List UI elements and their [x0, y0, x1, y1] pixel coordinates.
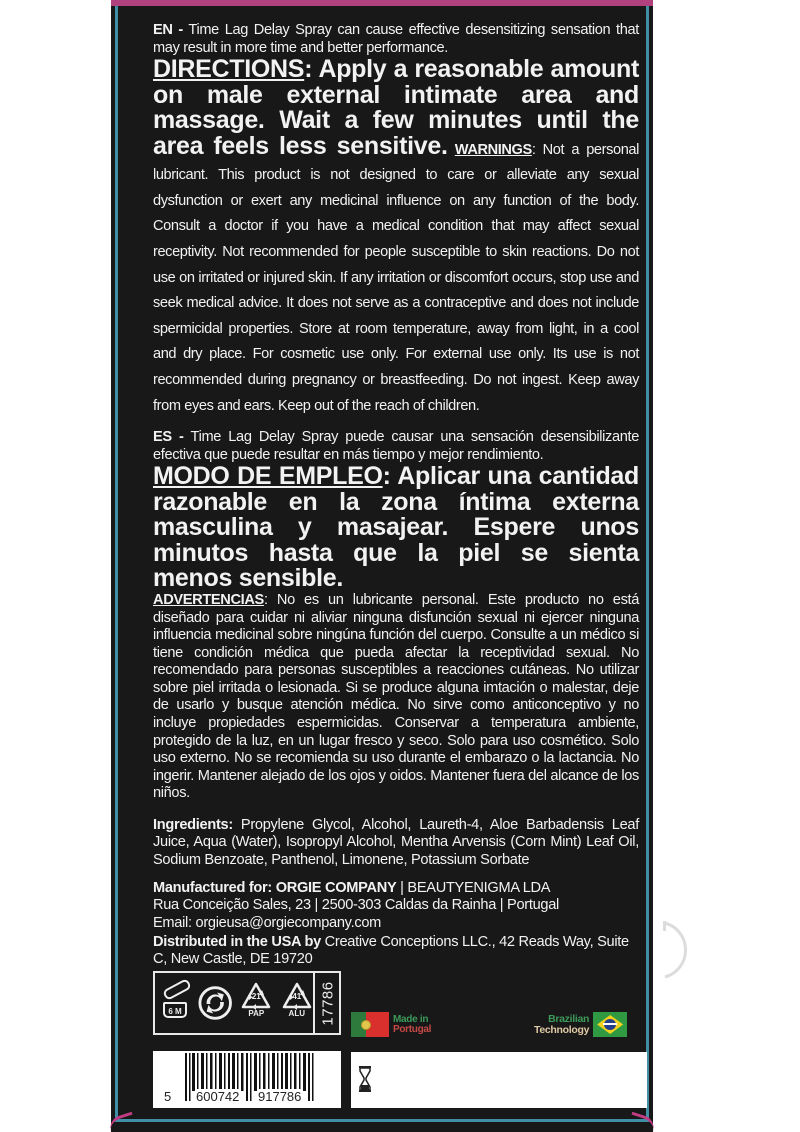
- brazilian-technology-badge: Brazilian Technology: [534, 1012, 627, 1037]
- spanish-directions-heading: MODO DE EMPLEO: [153, 462, 383, 491]
- label-corner-bottom-right: [628, 1112, 657, 1132]
- spanish-warnings: ADVERTENCIAS: No es un lubricante personal. Este producto no está diseñado para cuidar ni aliviar ninguna disfunción sexual ni ejercer ninguna influencia medicinal sobre ningúna función del cuerpo. Consulte a un médico si tiene condición médica que pueda afectar la receptividad sexual. No recomendado para personas susceptibles a reacciones cutáneas. No utilizar sobre piel irritada o lesionada. Si se produce alguna imtación o malestar, deje de usarlo y busque atención médica. No sirve como anticonceptivo y no incluye propiedades espermicidas. Conservar a temperatura ambiente, protegido de la luz, en un lugar fresco y seco. Solo para uso cosmético. Solo uso externo. No se recomienda su uso durante el embarazo o la lactancia. No ingerir. Mantener alejado de los ojos y oidos. Mantener fuera del alcance de los niños.: [153, 591, 639, 802]
- lot-number: 17786: [313, 973, 341, 1033]
- recycle-pap-icon: 21 PAP: [240, 981, 272, 1025]
- expiry-date-box: [351, 1052, 647, 1108]
- spanish-intro: ES - Time Lag Delay Spray puede causar una sensación desensibilizante efectiva que puede resultar en más tiempo y mejor rendimiento.: [153, 429, 639, 463]
- english-intro: EN - Time Lag Delay Spray can cause effective desensitizing sensation that may result in more time and better performance.: [153, 22, 639, 56]
- spanish-section: [153, 429, 639, 803]
- spanish-lang-tag: ES -: [153, 429, 184, 446]
- ingredients-heading: Ingredients:: [153, 817, 233, 834]
- label-border-right: [646, 6, 649, 1122]
- distributor-heading: Distributed in the USA by: [153, 933, 321, 950]
- label-border-top: [111, 0, 653, 6]
- green-dot-icon: [198, 985, 232, 1021]
- ingredients: Ingredients: Propylene Glycol, Alcohol, Laureth-4, Aloe Barbadensis Leaf Juice, Aqua (Water), Isopropyl Alcohol, Mentha Arvensis (Corn Mint) Leaf Oil, Sodium Benzoate, Panthenol, Limonene, Potassium Sorbate: [153, 817, 639, 868]
- manufacturer-email: Email: orgieusa@orgiecompany.com: [153, 914, 382, 931]
- spanish-directions: MODO DE EMPLEO: Aplicar una cantidad razonable en la zona íntima externa masculina y masajear. Espere unos minutos hasta que la piel se sienta menos sensible.: [153, 462, 639, 593]
- recycle-alu-icon: 41 ALU: [281, 981, 313, 1025]
- portugal-flag-icon: [351, 1012, 389, 1037]
- manufacturer-company: | BEAUTYENIGMA LDA: [396, 879, 551, 896]
- spanish-warnings-heading: ADVERTENCIAS: [153, 591, 264, 608]
- manufacturer-address: Rua Conceição Sales, 23 | 2500-303 Caldas da Rainha | Portugal: [153, 897, 559, 914]
- label-border-left: [115, 6, 118, 1122]
- made-in-portugal-badge: Made in Portugal: [351, 1012, 431, 1037]
- label-content: [153, 22, 639, 968]
- symbols-box: [153, 971, 341, 1035]
- label-corner-bottom-left: [107, 1112, 136, 1132]
- brazil-flag-icon: [593, 1012, 627, 1037]
- english-lang-tag: EN -: [153, 22, 183, 38]
- english-section: [153, 22, 639, 415]
- period-after-opening-icon: 6 M: [161, 980, 190, 1026]
- hourglass-icon: [359, 1066, 371, 1092]
- english-warnings: WARNINGS: Not a personal lubricant. This product is not designed to care or alleviate any sexual dysfunction or exert any medicinal influence on any function of the body. Consult a doctor if you have a medical condition that may affect sexual receptivity. Not recommended for people susceptible to skin reactions. Do not use on irritated or injured skin. If any irritation or discomfort occurs, stop use and seek medical advice. It does not serve as a contraceptive and does not include spermicidal properties. Store at room temperature, away from light, in a cool and dry place. For cosmetic use only. For external use only. Its use is not recommended during pregnancy or breastfeeding. Do not ingest. Keep away from eyes and ears. Keep out of the reach of children.: [153, 141, 639, 414]
- watermark-circle-icon: [663, 919, 699, 981]
- label-border-bottom: [115, 1119, 649, 1122]
- barcode: 5 600742 917786: [153, 1051, 341, 1108]
- english-directions-heading: DIRECTIONS: [153, 55, 305, 84]
- manufacturer-heading: Manufactured for: ORGIE COMPANY: [153, 879, 397, 896]
- english-warnings-heading: WARNINGS: [454, 141, 532, 158]
- manufacturer-info: [153, 880, 639, 968]
- distributor-info: Distributed in the USA by Creative Conceptions LLC., 42 Reads Way, Suite C, New Castle, DE 19720: [153, 933, 629, 968]
- english-directions: DIRECTIONS: Apply a reasonable amount on male external intimate area and massage. Wait a few minutes until the area feels less sensitive. WARNINGS: Not a personal lubricant. This product is not designed to care or alleviate any sexual dysfunction or exert any medicinal influence on any function of the body. Consult a doctor if you have a medical condition that may affect sexual receptivity. Not recommended for people susceptible to skin reactions. Do not use on irritated or injured skin. If any irritation or discomfort occurs, stop use and seek medical advice. It does not serve as a contraceptive and does not include spermicidal properties. Store at room temperature, away from light, in a cool and dry place. For cosmetic use only. For external use only. Its use is not recommended during pregnancy or breastfeeding. Do not ingest. Keep away from eyes and ears. Keep out of the reach of children.: [153, 55, 639, 414]
- product-label: [111, 0, 653, 1132]
